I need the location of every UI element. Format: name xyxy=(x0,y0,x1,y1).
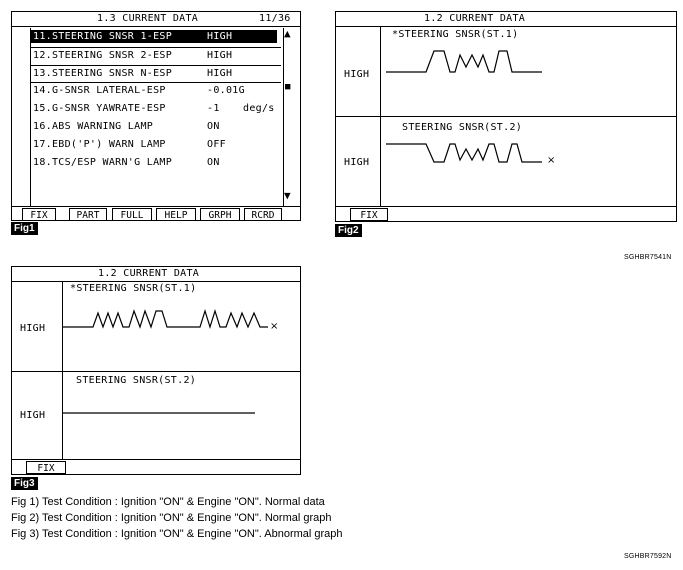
fig2-level1: HIGH xyxy=(344,69,370,80)
fig3-sensor1-label: *STEERING SNSR(ST.1) xyxy=(70,283,197,294)
fig2-title: 1.2 CURRENT DATA xyxy=(424,13,526,24)
list-item-label: 13.STEERING SNSR N-ESP xyxy=(33,68,173,79)
fig1-label: Fig1 xyxy=(11,222,38,235)
scroll-thumb[interactable]: ■ xyxy=(285,82,291,92)
list-item-label: 18.TCS/ESP WARN'G LAMP xyxy=(33,157,173,168)
fig3-button-bar xyxy=(12,459,300,475)
list-item[interactable] xyxy=(31,49,277,62)
fig3-cursor-icon: × xyxy=(270,321,279,332)
list-item-label: 14.G-SNSR LATERAL-ESP xyxy=(33,85,166,96)
fig2-cursor-icon: × xyxy=(547,155,556,166)
caption-fig2: Fig 2) Test Condition : Ignition "ON" & Engine "ON". Normal graph xyxy=(11,512,332,524)
list-item[interactable] xyxy=(31,67,277,80)
fix-button[interactable]: FIX xyxy=(350,208,388,221)
part-button[interactable]: PART xyxy=(69,208,107,221)
figure-code-bottom: SGHBR7592N xyxy=(624,553,672,560)
fig1-page-number: 11/36 xyxy=(259,13,291,24)
fig3-level2: HIGH xyxy=(20,410,46,421)
scroll-up-icon[interactable]: ▲ xyxy=(284,27,291,40)
list-item[interactable] xyxy=(31,30,277,43)
list-item-label: 16.ABS WARNING LAMP xyxy=(33,121,154,132)
fig1-screen xyxy=(11,11,301,221)
list-item[interactable] xyxy=(31,156,277,169)
fig3-label: Fig3 xyxy=(11,477,38,490)
fig2-graph-divider xyxy=(336,116,676,117)
fig3-screen xyxy=(11,266,301,475)
fig1-list-area xyxy=(30,28,284,206)
fig2-button-bar xyxy=(336,206,676,222)
fig1-button-bar xyxy=(12,206,300,221)
fig2-title-bar xyxy=(336,12,676,27)
help-button[interactable]: HELP xyxy=(156,208,196,221)
fig1-title: 1.3 CURRENT DATA xyxy=(97,13,199,24)
list-item-value: -1 xyxy=(207,103,220,114)
list-item-value: HIGH xyxy=(207,50,233,61)
fix-button[interactable]: FIX xyxy=(26,461,66,474)
fig2-sensor2-label: STEERING SNSR(ST.2) xyxy=(402,122,523,133)
list-item-value: -0.01G xyxy=(207,85,245,96)
list-item[interactable] xyxy=(31,138,277,151)
list-item[interactable] xyxy=(31,120,277,133)
fig2-label: Fig2 xyxy=(335,224,362,237)
fig3-trace-1 xyxy=(63,299,273,339)
fig3-title-bar xyxy=(12,267,300,282)
list-item-value: ON xyxy=(207,157,220,168)
list-item-value: ON xyxy=(207,121,220,132)
fig3-title: 1.2 CURRENT DATA xyxy=(98,268,200,279)
row-separator xyxy=(31,47,281,48)
fig2-level2: HIGH xyxy=(344,157,370,168)
list-item-label: 12.STEERING SNSR 2-ESP xyxy=(33,50,173,61)
caption-fig3: Fig 3) Test Condition : Ignition "ON" & Engine "ON". Abnormal graph xyxy=(11,528,343,540)
list-item-value: HIGH xyxy=(207,31,233,42)
row-separator xyxy=(31,82,281,83)
fig3-level1: HIGH xyxy=(20,323,46,334)
fig2-trace-1 xyxy=(386,47,546,87)
fig2-trace-2 xyxy=(386,137,546,177)
list-item-label: 17.EBD('P') WARN LAMP xyxy=(33,139,166,150)
list-item[interactable] xyxy=(31,102,277,115)
fig3-trace-2 xyxy=(63,402,263,422)
rcrd-button[interactable]: RCRD xyxy=(244,208,282,221)
fig3-graph-divider xyxy=(12,371,300,372)
list-item-label: 11.STEERING SNSR 1-ESP xyxy=(33,31,173,42)
list-item-unit: deg/s xyxy=(243,103,275,114)
list-item-value: HIGH xyxy=(207,68,233,79)
list-item-value: OFF xyxy=(207,139,226,150)
fix-button[interactable]: FIX xyxy=(22,208,56,221)
fig3-sensor2-label: STEERING SNSR(ST.2) xyxy=(76,375,197,386)
grph-button[interactable]: GRPH xyxy=(200,208,240,221)
scroll-down-icon[interactable]: ▼ xyxy=(284,189,291,202)
fig1-title-bar xyxy=(12,12,300,27)
list-item-label: 15.G-SNSR YAWRATE-ESP xyxy=(33,103,166,114)
full-button[interactable]: FULL xyxy=(112,208,152,221)
fig2-screen xyxy=(335,11,677,222)
caption-fig1: Fig 1) Test Condition : Ignition "ON" & Engine "ON". Normal data xyxy=(11,496,325,508)
fig2-sensor1-label: *STEERING SNSR(ST.1) xyxy=(392,29,519,40)
list-item[interactable] xyxy=(31,84,277,97)
figure-code-top: SGHBR7541N xyxy=(624,254,672,261)
row-separator xyxy=(31,65,281,66)
